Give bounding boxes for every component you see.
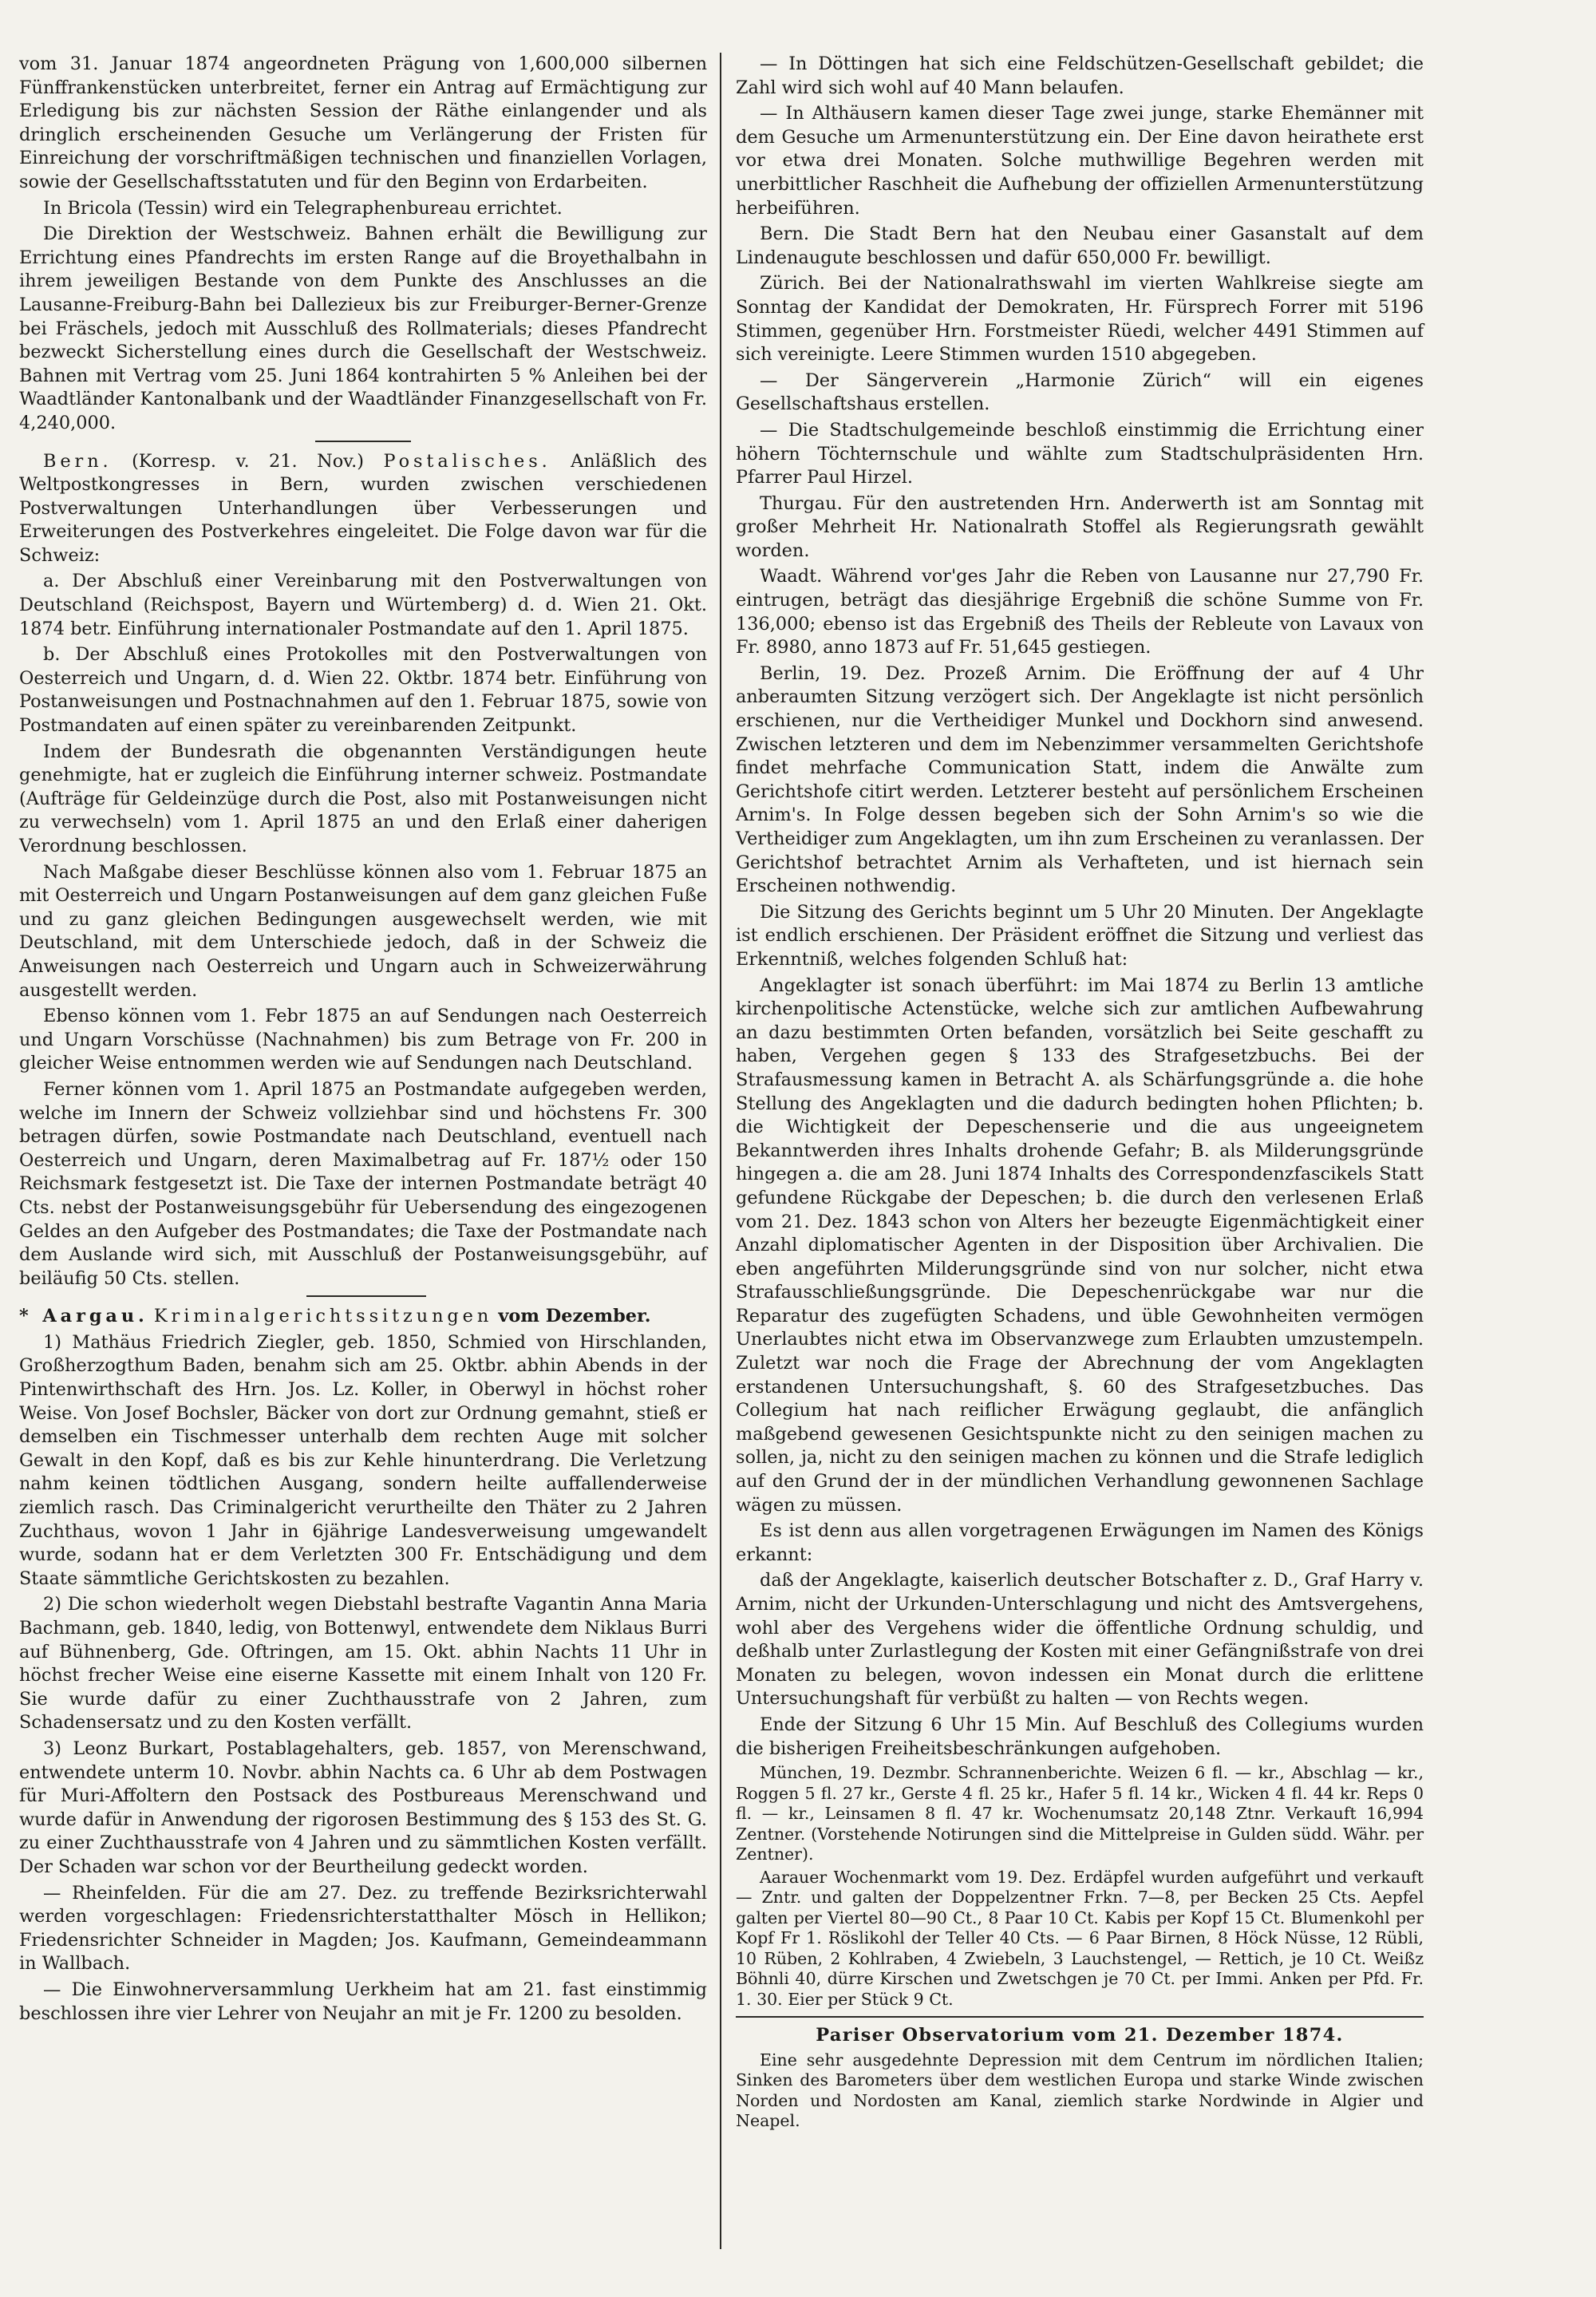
paragraph: Bern. Die Stadt Bern hat den Neubau einer Gasanstalt auf dem Lindenaugute beschlossen und dafür 650,000 Fr. bewilligt. xyxy=(736,223,1424,268)
article-title: Postalisches. xyxy=(383,450,551,472)
market-report-aarau: Aarauer Wochenmarkt vom 19. Dez. Erdäpfel wurden aufgeführt und verkauft — Zntr. und galten der Doppelzentner Frkn. 7—8, per Becken 25 Cts. Aepfel galten per Viertel 80—90 Ct., 8 Paar 10 Ct. Kabis per Kopf 15 Ct. Blumenkohl per Kopf Fr 1. Röslikohl der Teller 40 Cts. — 6 Paar Birnen, 8 Höck Nüsse, 12 Rübli, 10 Rüben, 2 Kohlraben, 4 Zwiebeln, 3 Lauchstengel, — Rettich, je 10 Ct. Weißz Böhnli 40, dürre Kirschen und Zwetschgen je 70 Ct. per Immi. Anken per Pfd. Fr. 1. 30. Eier per Stück 9 Ct. xyxy=(736,1867,1424,2009)
paragraph: daß der Angeklagte, kaiserlich deutscher Botschafter z. D., Graf Harry v. Arnim, nicht der Urkunden-Unterschlagung und nicht des Amtsvergehens, wohl aber des Vergehens wider die öffentliche Ordnung schuldig, und deßhalb unter Zurlastlegung der Kosten mit einer Gefängnißstrafe von drei Monaten zu belegen, wovon indessen ein Monat durch die erlittene Untersuchungshaft für verbüßt zu halten — von Rechts wegen. xyxy=(736,1570,1424,1710)
paragraph: 1) Mathäus Friedrich Ziegler, geb. 1850, Schmied von Hirschlanden, Großherzogthum Baden, benahm sich am 25. Oktbr. abhin Abends in der Pintenwirthschaft des Hrn. Jos. Lz. Koller, in Oberwyl in höchst roher Weise. Von Josef Bochsler, Bäcker von dort zur Ordnung gemahnt, stieß er demselben ein Tischmesser unterhalb dem rechten Auge mit solcher Gewalt in den Kopf, daß es bis zur Kehle hinunterdrang. Die Verletzung nahm keinen tödtlichen Ausgang, sondern heilte auffallenderweise ziemlich rasch. Das Criminalgericht verurtheilte den Thäter zu 2 Jahren Zuchthaus, wovon 1 Jahr in 6jährige Landesverweisung umgewandelt wurde, sodann hat er dem Verletzten 300 Fr. Entschädigung und dem Staate sämmtliche Gerichtskosten zu bezahlen. xyxy=(19,1331,707,1589)
left-column xyxy=(19,53,707,2028)
separator-rule xyxy=(736,2016,1424,2018)
paragraph: Ferner können vom 1. April 1875 an Postmandate aufgegeben werden, welche im Innern der Schweiz vollziehbar sind und höchstens Fr. 300 betragen dürfen, sowie Postmandate nach Deutschland, eventuell nach Oesterreich und Ungarn, deren Maximalbetrag auf Fr. 187½ oder 150 Reichsmark festgesetzt ist. Die Taxe der internen Postmandate beträgt 40 Cts. nebst der Postanweisungsgebühr für Uebersendung des eingezogenen Geldes an den Aufgeber des Postmandates; die Taxe der Postmandate nach dem Auslande wird sich, mit Ausschluß der Postanweisungsgebühr, auf beiläufig 50 Cts. stellen. xyxy=(19,1078,707,1289)
article-date: vom Dezember. xyxy=(498,1306,651,1327)
paragraph: — Rheinfelden. Für die am 27. Dez. zu treffende Bezirksrichterwahl werden vorgeschlagen: Friedensrichterstatthalter Mösch in Hellikon; Friedensrichter Schneider in Magden; Jos. Kaufmann, Gemeindeammann in Wallbach. xyxy=(19,1882,707,1975)
paragraph: Die Direktion der Westschweiz. Bahnen erhält die Bewilligung zur Errichtung eines Pfandrechts im ersten Range auf die Broyethalbahn in ihrem jeweiligen Bestande von dem Punkte des Anschlusses an die Lausanne-Freiburg-Bahn bei Dallezieux bis zur Freiburger-Berner-Grenze bei Fräschels, jedoch mit Ausschluß des Rollmaterials; dieses Pfandrecht bezweckt Sicherstellung eines durch die Gesellschaft der Westschweiz. Bahnen mit Vertrag vom 25. Juni 1864 kontrahirten 5 % Anleihen bei der Waadtländer Kantonalbank und der Waadtländer Finanzgesellschaft von Fr. 4,240,000. xyxy=(19,223,707,433)
paragraph: Thurgau. Für den austretenden Hrn. Anderwerth ist am Sonntag mit großer Mehrheit Hr. Nationalrath Stoffel als Regierungsrath gewählt worden. xyxy=(736,492,1424,561)
paragraph: vom 31. Januar 1874 angeordneten Prägung von 1,600,000 silbernen Fünffrankenstücken unterbreitet, ferner ein Antrag auf Ermächtigung zur Erledigung bis zur nächsten Session der Räthe einlangender und als dringlich erscheinenden Gesuche um Verlängerung der Fristen für Einreichung der vorschriftmäßigen technischen und finanziellen Vorlagen, sowie der Gesellschaftsstatuten und für den Beginn von Erdarbeiten. xyxy=(19,53,707,192)
paragraph: — In Althäusern kamen dieser Tage zwei junge, starke Ehemänner mit dem Gesuche um Armenunterstützung ein. Der Eine davon heirathete erst vor etwa drei Monaten. Solche muthwillige Begehren werden mit unerbittlicher Raschheit die Aufhebung der offiziellen Armenunterstützung herbeiführen. xyxy=(736,103,1424,219)
paragraph: b. Der Abschluß eines Protokolles mit den Postverwaltungen von Oesterreich und Ungarn, d. d. Wien 22. Oktbr. 1874 betr. Einführung von Postanweisungen und Postnachnahmen auf den 1. Februar 1875, sowie von Postmandaten auf einen später zu vereinbarenden Zeitpunkt. xyxy=(19,644,707,737)
dateline: Bern. xyxy=(43,450,113,472)
market-report-muenchen: München, 19. Dezmbr. Schrannenberichte. Weizen 6 fl. — kr., Abschlag — kr., Roggen 5 fl. 27 kr., Gerste 4 fl. 25 kr., Hafer 5 fl. 14 kr., Wicken 4 fl. 44 kr. Reps 0 fl. — kr., Leinsamen 8 fl. 47 kr. Wochenumsatz 20,148 Ztnr. Verkauft 16,994 Zentner. (Vorstehende Notirungen sind die Mittelpreise in Gulden südd. Währ. per Zentner). xyxy=(736,1763,1424,1864)
paragraph: Indem der Bundesrath die obgenannten Verständigungen heute genehmigte, hat er zugleich die Einführung interner schweiz. Postmandate (Aufträge für Geldeinzüge durch die Post, also mit Postanweisungen nicht zu verwechseln) vom 1. April 1875 an und den Erlaß einer daherigen Verordnung beschlossen. xyxy=(19,741,707,856)
paragraph: Die Sitzung des Gerichts beginnt um 5 Uhr 20 Minuten. Der Angeklagte ist endlich erschienen. Der Präsident eröffnet die Sitzung und verliest das Erkenntniß, welches folgenden Schluß hat: xyxy=(736,901,1424,970)
article-body: Anläßlich des Weltpostkongresses in Bern, wurden zwischen verschiedenen Postverwaltungen Unterhandlungen über Verbesserungen und Erweiterungen des Postverkehres eingeleitet. Die Folge davon war für die Schweiz: xyxy=(19,450,707,566)
dateline: * Aargau. xyxy=(19,1306,148,1327)
correspondent-note: (Korresp. v. 21. Nov.) xyxy=(132,450,365,472)
paragraph: Ende der Sitzung 6 Uhr 15 Min. Auf Beschluß des Collegiums wurden die bisherigen Freiheitsbeschränkungen aufgehoben. xyxy=(736,1714,1424,1759)
paragraph: — Die Stadtschulgemeinde beschloß einstimmig die Errichtung einer höhern Töchternschule und wählte zum Stadtschulpräsidenten Hrn. Pfarrer Paul Hirzel. xyxy=(736,419,1424,488)
observatory-title: Pariser Observatorium vom 21. Dezember 1874. xyxy=(816,2025,1344,2046)
article-aargau-heading xyxy=(19,1305,707,1329)
right-column xyxy=(736,53,1424,2134)
separator-rule xyxy=(306,1295,426,1297)
article-title: Kriminalgerichtssitzungen xyxy=(153,1306,493,1327)
article-bern-post xyxy=(19,450,707,568)
paragraph: In Bricola (Tessin) wird ein Telegraphenbureau errichtet. xyxy=(43,197,563,219)
paragraph: — In Döttingen hat sich eine Feldschützen-Gesellschaft gebildet; die Zahl wird sich wohl auf 40 Mann belaufen. xyxy=(736,53,1424,98)
paragraph: — Die Einwohnerversammlung Uerkheim hat am 21. fast einstimmig beschlossen ihre vier Lehrer von Neujahr an mit je Fr. 1200 zu besolden. xyxy=(19,1979,707,2024)
paragraph: 2) Die schon wiederholt wegen Diebstahl bestrafte Vagantin Anna Maria Bachmann, geb. 1840, ledig, von Bottenwyl, entwendete dem Niklaus Burri auf Bühnenberg, Gde. Oftringen, am 15. Okt. abhin Nachts 11 Uhr in höchst frecher Weise eine eiserne Kassette mit einem Inhalt von 120 Fr. Sie wurde dafür zu einer Zuchthausstrafe von 2 Jahren, zum Schadensersatz und zu den Kosten verfällt. xyxy=(19,1594,707,1734)
paragraph: Nach Maßgabe dieser Beschlüsse können also vom 1. Februar 1875 an mit Oesterreich und Ungarn Postanweisungen auf dem ganz gleichen Fuße und zu ganz gleichen Bedingungen ausgewechselt werden, wie mit Deutschland, mit dem Unterschiede jedoch, daß in der Schweiz die Anweisungen nach Oesterreich und Ungarn auch in Schweizerwährung ausgestellt werden. xyxy=(19,861,707,1001)
separator-rule xyxy=(315,441,411,442)
paragraph: Ebenso können vom 1. Febr 1875 an auf Sendungen nach Oesterreich und Ungarn Vorschüsse (Nachnahmen) bis zum Betrage von Fr. 200 in gleicher Weise entnommen werden wie auf Sendungen nach Deutschland. xyxy=(19,1006,707,1074)
column-divider xyxy=(720,53,721,2249)
observatory-text: Eine sehr ausgedehnte Depression mit dem Centrum im nördlichen Italien; Sinken des Barometers über dem westlichen Europa und starke Winde zwischen Norden und Nordosten am Kanal, ziemlich starke Nordwinde in Algier und Neapel. xyxy=(736,2050,1424,2131)
paragraph: a. Der Abschluß einer Vereinbarung mit den Postverwaltungen von Deutschland (Reichspost, Bayern und Würtemberg) d. d. Wien 21. Okt. 1874 betr. Einführung internationaler Postmandate auf den 1. April 1875. xyxy=(19,571,707,639)
paragraph: Waadt. Während vor'ges Jahr die Reben von Lausanne nur 27,790 Fr. eintrugen, beträgt das diesjährige Ergebniß die schöne Summe von Fr. 136,000; ebenso ist das Ergebniß des Theils der Rebleute von Lavaux von Fr. 8980, anno 1873 auf Fr. 51,645 gestiegen. xyxy=(736,566,1424,658)
paragraph: Es ist denn aus allen vorgetragenen Erwägungen im Namen des Königs erkannt: xyxy=(736,1520,1424,1565)
paragraph: Berlin, 19. Dez. Prozeß Arnim. Die Eröffnung der auf 4 Uhr anberaumten Sitzung verzögert sich. Der Angeklagte ist nicht persönlich erschienen, nur die Vertheidiger Munkel und Dockhorn sind anwesend. Zwischen letzteren und dem im Nebenzimmer versammelten Gerichtshofe findet mehrfache Communication Statt, indem die Anwälte zum Gerichtshofe citirt werden. Letzterer besteht auf persönlichem Erscheinen Arnim's. In Folge dessen begeben sich der Sohn Arnim's so wie die Vertheidiger zum Angeklagten, um ihn zum Erscheinen zu veranlassen. Der Gerichtshof betrachtet Arnim als Verhafteten, und ist hiernach sein Erscheinen nothwendig. xyxy=(736,662,1424,897)
paragraph: Zürich. Bei der Nationalrathswahl im vierten Wahlkreise siegte am Sonntag der Kandidat der Demokraten, Hr. Fürsprech Forrer mit 5196 Stimmen, gegenüber Hrn. Forstmeister Rüedi, welcher 4491 Stimmen auf sich vereinigte. Leere Stimmen wurden 1510 abgegeben. xyxy=(736,273,1424,366)
paragraph: 3) Leonz Burkart, Postablagehalters, geb. 1857, von Merenschwand, entwendete unterm 10. Novbr. abhin Nachts ca. 6 Uhr ab dem Postwagen für Muri-Affoltern den Postsack des Postbureaus Merenschwand und wurde dafür in Anwendung der rigorosen Bestimmung des § 153 des St. G. zu einer Zuchthausstrafe von 4 Jahren und zu sämmtlichen Kosten verfällt. Der Schaden war schon vor der Beurtheilung gedeckt worden. xyxy=(19,1738,707,1877)
paragraph: — Der Sängerverein „Harmonie Zürich“ will ein eigenes Gesellschaftshaus erstellen. xyxy=(736,370,1424,415)
paragraph: Angeklagter ist sonach überführt: im Mai 1874 zu Berlin 13 amtliche kirchenpolitische Actenstücke, welche sich zur amtlichen Aufbewahrung an dazu bestimmten Orten befanden, vorsätzlich bei Seite geschafft zu haben, Vergehen gegen § 133 des Strafgesetzbuchs. Bei der Strafausmessung kamen in Betracht A. als Schärfungsgründe a. die hohe Stellung des Angeklagten und die dadurch bedingten hohen Pflichten; b. die Wichtigkeit der Depeschenserie und die aus ungeeignetem Bekanntwerden ihres Inhalts drohende Gefahr; B. als Milderungsgründe hingegen a. die am 28. Juni 1874 Inhalts des Correspondenzfascikels Statt gefundene Rückgabe der Depeschen; b. die durch den verlesenen Erlaß vom 21. Dez. 1843 schon von Alters her bezeugte Eigenmächtigkeit einer Anzahl diplomatischer Agenten in der Disposition über Archivalien. Die eben angeführten Milderungsgründe sind von nur solcher, nicht etwa Strafausschließungsgründe. Die Depeschenrückgabe war nur die Reparatur des zugefügten Schadens, und üble Gewohnheiten vermögen Unerlaubtes nicht etwa im Observanzwege zum Erlaubten umzustempeln. Zuletzt war noch die Frage der Abrechnung der vom Angeklagten erstandenen Untersuchungshaft, §. 60 des Strafgesetzbuches. Das Collegium hat nach reiflicher Erwägung geglaubt, die anfänglich maßgebend gewesenen Gesichtspunkte nicht zu den seinigen machen zu sollen, ja, nicht zu den seinigen machen zu können und die Strafe lediglich auf den Grund der in der mündlichen Verhandlung gewonnenen Sachlage wägen zu müssen. xyxy=(736,975,1424,1516)
